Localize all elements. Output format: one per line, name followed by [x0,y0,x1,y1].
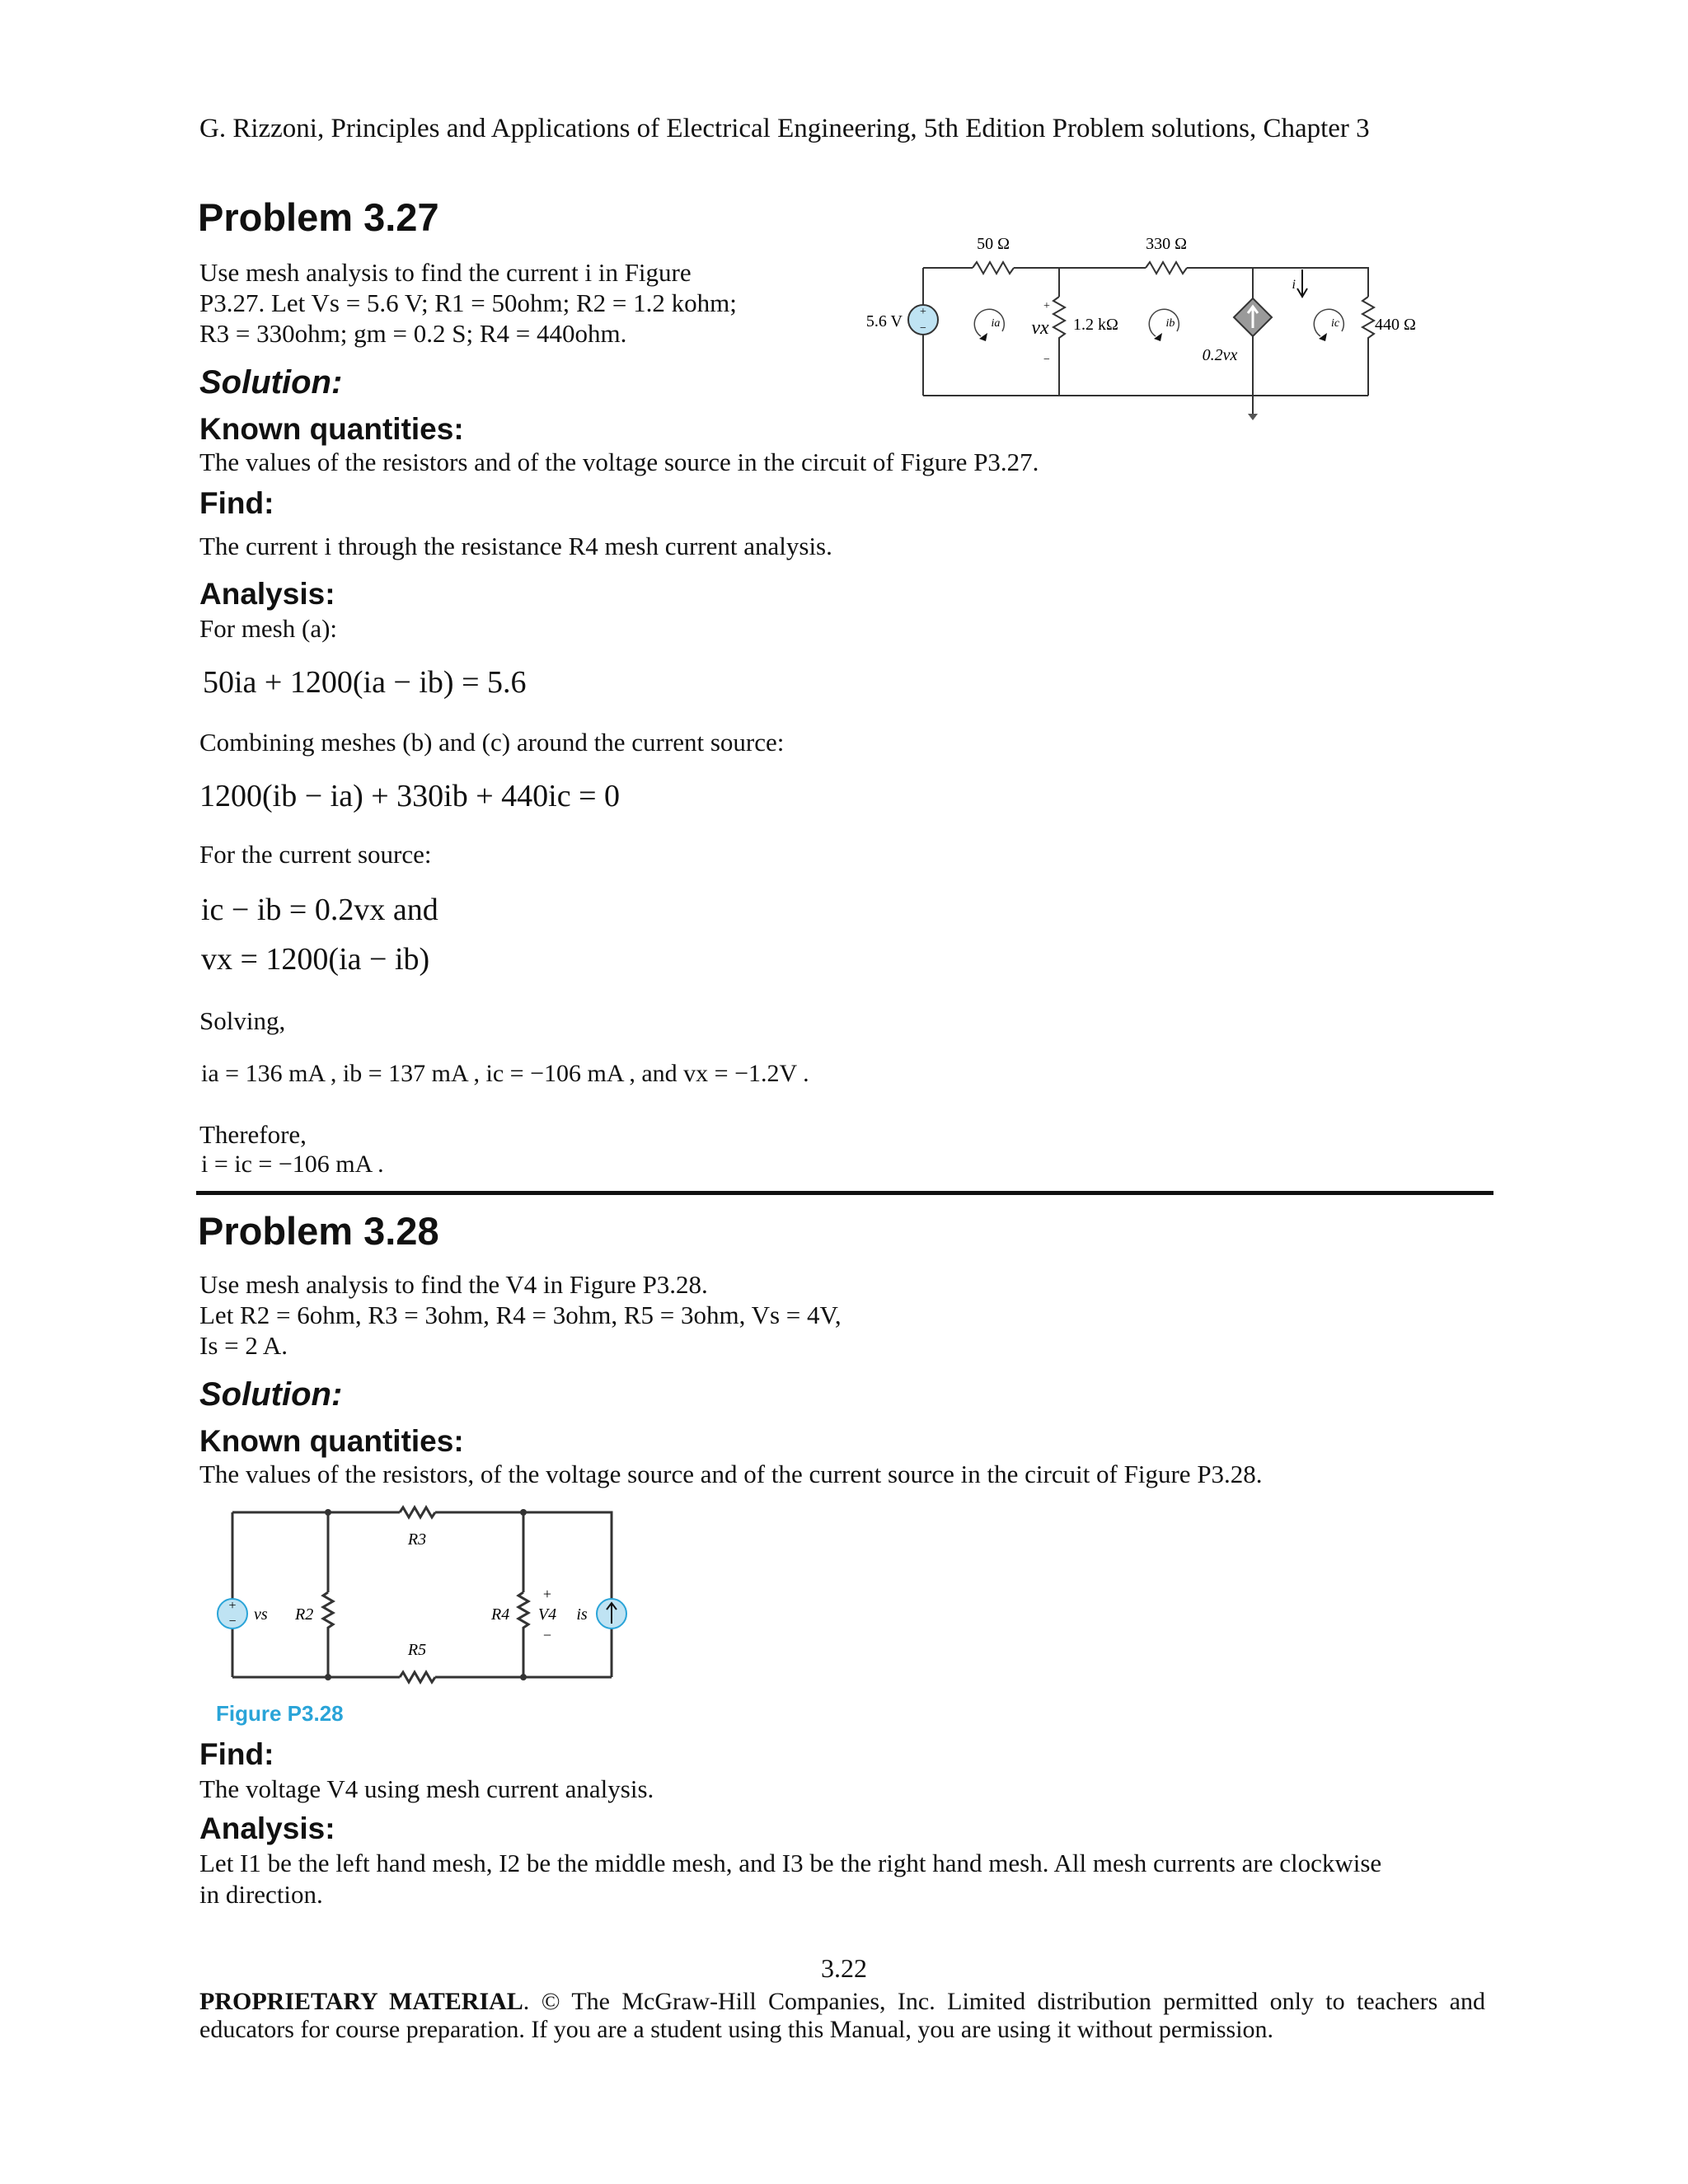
p27-therefore-text: Therefore, [199,1120,307,1149]
p28-statement-line-1: Use mesh analysis to find the V4 in Figure P3.28. [199,1270,708,1299]
label-mesh-ic: ic [1330,317,1340,330]
figure-p3-28-circuit [214,1500,626,1690]
label-current-i: i [1292,278,1296,292]
vs-plus: + [920,306,926,318]
v4-plus: + [542,1586,552,1602]
p27-statement-line-3: R3 = 330ohm; gm = 0.2 S; R4 = 440ohm. [199,319,627,348]
page-header: G. Rizzoni, Principles and Applications of Electrical Engineering, 5th Edition Problem solutions, Chapter 3 [199,114,1370,143]
p27-combining-text: Combining meshes (b) and (c) around the current source: [199,728,785,757]
p27-find-text: The current i through the resistance R4 mesh current analysis. [199,532,832,560]
equation-supermesh: 1200(ib − ia) + 330ib + 440ic = 0 [199,779,620,813]
figure-p3-28-caption: Figure P3.28 [216,1701,344,1726]
p27-statement-line-1: Use mesh analysis to find the current i in Figure [199,258,692,287]
label-r2: 1.2 kΩ [1073,316,1118,334]
section-divider [196,1191,1493,1195]
label-r1: 50 Ω [977,235,1010,253]
label-v4: V4 [537,1605,557,1624]
label-vs: vs [254,1605,268,1624]
p28-analysis-line-2: in direction. [199,1880,323,1909]
problem-3-28-title: Problem 3.28 [198,1209,439,1253]
p28-analysis-heading: Analysis: [199,1811,335,1845]
p27-analysis-heading: Analysis: [199,577,335,611]
label-r3: R3 [407,1530,427,1549]
label-vx: vx [1031,317,1049,339]
p27-statement-line-2: P3.27. Let Vs = 5.6 V; R1 = 50ohm; R2 = 1.2 kohm; [199,288,737,317]
p28-known-heading: Known quantities: [199,1424,464,1458]
label-r4: R4 [491,1605,510,1624]
p28-solution-heading: Solution: [199,1376,343,1413]
label-vs: 5.6 V [865,312,903,330]
label-mesh-ib: ib [1165,317,1175,330]
p27-known-heading: Known quantities: [199,412,464,446]
p27-current-source-text: For the current source: [199,840,432,869]
vx-plus: + [1043,300,1050,312]
p27-solving-text: Solving, [199,1006,286,1035]
p28-analysis-line-1: Let I1 be the left hand mesh, I2 be the middle mesh, and I3 be the right hand mesh. All mesh currents are clockwise [199,1849,1382,1877]
p28-statement-line-3: Is = 2 A. [199,1331,288,1360]
equation-final: i = ic = −106 mA . [201,1151,384,1178]
p28-find-text: The voltage V4 using mesh current analysis. [199,1774,654,1803]
p28-known-text: The values of the resistors, of the voltage source and of the current source in the circuit of Figure P3.28. [199,1460,1263,1488]
equation-results: ia = 136 mA , ib = 137 mA , ic = −106 mA , and vx = −1.2V . [201,1060,809,1087]
p28-statement-line-2: Let R2 = 6ohm, R3 = 3ohm, R4 = 3ohm, R5 = 3ohm, Vs = 4V, [199,1301,842,1329]
proprietary-footer [199,1988,1485,2044]
p27-mesh-a-text: For mesh (a): [199,614,338,643]
vs-minus: − [920,322,926,335]
label-mesh-ia: ia [991,317,1001,330]
label-r3: 330 Ω [1146,235,1187,253]
equation-current-source: ic − ib = 0.2vx and [201,893,438,927]
problem-3-27-title: Problem 3.27 [198,195,439,239]
page-number: 3.22 [821,1953,867,1983]
label-dependent-source: 0.2vx [1202,346,1238,364]
p27-solution-heading: Solution: [199,364,343,401]
footer-text: . © The McGraw-Hill Companies, Inc. Limited distribution permitted only to teachers and educators for course preparation. If you are a student using this Manual, you are using it without permission. [199,1988,1485,2043]
footer-bold-label: PROPRIETARY MATERIAL [199,1988,523,2015]
figure-p3-27-circuit [857,231,1416,424]
label-r2: R2 [295,1605,314,1624]
label-r4: 440 Ω [1375,316,1416,334]
p27-find-heading: Find: [199,486,274,520]
p27-known-text: The values of the resistors and of the voltage source in the circuit of Figure P3.27. [199,448,1039,476]
vs-minus: − [228,1615,237,1629]
current-arrow-icon [1297,269,1307,297]
p28-find-heading: Find: [199,1737,274,1771]
vx-minus: − [1043,354,1050,366]
label-is: is [576,1605,588,1624]
vs-plus: + [228,1599,237,1613]
label-r5: R5 [407,1641,427,1659]
v4-minus: − [542,1627,552,1643]
equation-vx: vx = 1200(ia − ib) [201,942,430,977]
equation-mesh-a: 50ia + 1200(ia − ib) = 5.6 [203,665,527,700]
